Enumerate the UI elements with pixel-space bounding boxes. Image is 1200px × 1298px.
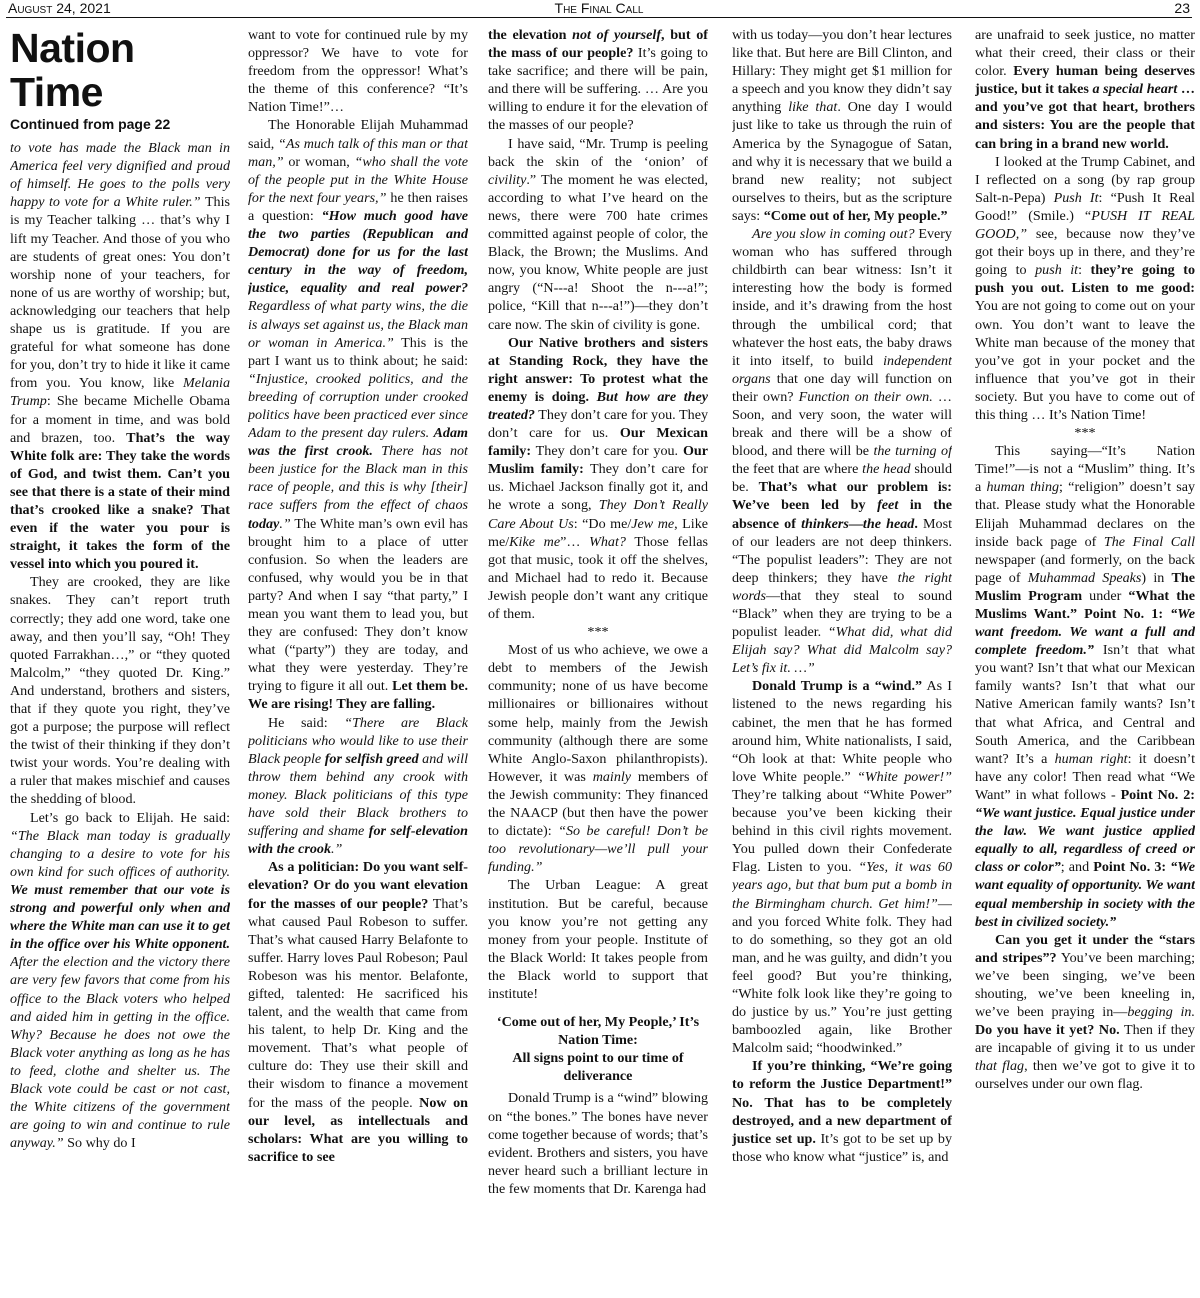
subheadline-line-2: All signs point to our time of deliverance	[512, 1050, 684, 1085]
page-header	[6, 0, 1192, 18]
article-column-3	[488, 26, 708, 1294]
article-column-5	[975, 26, 1195, 1294]
paragraph: are unafraid to seek justice, no matter what their creed, their class or their color. Every human being deserves justice, but it takes a special heart … and you’ve got that heart, brothers and sisters: You are the people that can bring in a brand new world.	[975, 27, 1195, 152]
paragraph: The Honorable Elijah Muhammad said, “As much talk of this man or that man,” or woman, “who shall the vote of the people put in the White House for the next four years,” he then raises a question: “How much good have the two parties (Republican and Democrat) done for us for the last century in the way of freedom, justice, equality and real power? Regardless of what party wins, the die is always set against us, the Black man or woman in America.” This is the part I want us to think about; he said: “Injustice, crooked politics, and the breeding of corruption under crooked politics have been practiced ever since Adam to the present day rulers. Adam was the first crook. There has not been justice for the Black man in this race of people, and this is why [their] race suffers from the effect of chaos today.” The White man’s own evil has brought him to a place of utter confusion. So when the leaders are confused, why would you be in that party? And when I say “that party,” I mean you want them to lead you, but they are confused: They don’t know what (“party”) they are today, and what they were yesterday. They’re trying to figure it all out. Let them be. We are rising! They are falling.	[248, 117, 468, 713]
continued-note: Continued from page 22	[10, 116, 171, 132]
subheadline-line-1: ‘Come out of her, My People,’ It’s Nation Time:	[496, 1014, 700, 1049]
paragraph: If you’re thinking, “We’re going to reform the Justice Department!” No. That has to be completely destroyed, and a new department of justice set up. It’s got to be set up by those who know what “justice” is, and	[732, 1058, 952, 1165]
publication-name: The Final Call	[554, 0, 644, 16]
paragraph: Most of us who achieve, we owe a debt to members of the Jewish community; none of us have become millionaires or billionaires without some help, mainly from the Jewish community (although there are some White Anglo-Saxon philanthropists). However, it was mainly members of the Jewish community: They financed the NAACP (but then have the power to dictate): “So be careful! Don’t be too revolutionary—we’ll pull your funding.”	[488, 642, 708, 876]
paragraph: This saying—“It’s Nation Time!”—is not a “Muslim” thing. It’s a human thing; “religion” doesn’t say that. Please study what the Honorable Elijah Muhammad declares on the inside back page of The Final Call newspaper (and formerly, on the back page of Muhammad Speaks) in The Muslim Program under “What the Muslims Want.” Point No. 1: “We want freedom. We want a full and complete freedom.” Isn’t that what you want? Isn’t that what our Mexican family wants? Isn’t that what our Native American family wants? Isn’t that what Africa, and Central and South America, and the Caribbean want? It’s a human right: it doesn’t have any color! Then read what “We Want” in what follows - Point No. 2: “We want justice. Equal justice under the law. We want justice applied equally to all, regardless of creed or class or color”; and Point No. 3: “We want equality of opportunity. We want equal membership in society with the best in civilized society.”	[975, 443, 1195, 930]
section-separator: ***	[1074, 425, 1096, 442]
section-separator: ***	[587, 624, 609, 641]
article-column-4	[732, 26, 952, 1294]
page-number: 23	[1174, 0, 1190, 16]
paragraph: Can you get it under the “stars and stripes”? You’ve been marching; we’ve been singing, we’ve been shouting, we’ve been kneeling in, we’ve been praying in—begging in. Do you have it yet? No. Then if they are incapable of giving it to us under that flag, then we’ve got to give it to ourselves under our own flag.	[975, 931, 1195, 1093]
paragraph: I have said, “Mr. Trump is peeling back the skin of the ‘onion’ of civility.” The moment he was elected, according to what I’ve heard on the news, there were 700 hate crimes committed against people of color, the Black, the Brown; the Muslims. And now, you know, White people are just angry (“N---a! Shoot the n---a!”; police, “Kill that n---a!”)—they don’t care now. The skin of civility is gone.	[488, 135, 708, 333]
paragraph: They are crooked, they are like snakes. They can’t report truth correctly; they add one word, take one away, and then you’ll say, “Oh! They quoted Farrakhan…,” or “they quoted Malcolm,” “they quoted Dr. King.” And understand, brothers and sisters, that if they quote you right, they’ve got a purpose; the purpose will reflect the twist of their thinking if they don’t twist your words. You’re dealing with a ruler that makes mischief and causes the shedding of blood.	[10, 574, 230, 808]
paragraph: Let’s go back to Elijah. He said: “The Black man today is gradually changing to a desire to vote for his own kind for such offices of authority. We must remember that our vote is strong and powerful only when and where the White man can use it to get in the office over his White opponent. After the election and the victory there are very few favors that come from his office to the Black voters who helped and aided him in getting in the office. Why? Because he does not owe the Black voter anything as long as he has to feed, clothe and shelter us. The Black vote could be cast or not cast, the White citizens of the government are going to win and continue to rule anyway.” So why do I	[10, 809, 230, 1152]
paragraph: The Urban League: A great institution. But be careful, because you know you’re not getting any money from your people. Institute of the Black World: It takes people from the Black world to support that institute!	[488, 877, 708, 1002]
paragraph: I looked at the Trump Cabinet, and I reflected on a song (by rap group Salt-n-Pepa) Push It: “Push It Real Good!” (Smile.) “PUSH IT REAL GOOD,” see, because now they’ve got their boys up in there, and they’re going to push it: they’re going to push you out. Listen to me good: You are not going to come out on your own. You don’t want to leave the White man because of the money that you’ve got in your pocket and the influence that you’ve got in their society. But you have to come out of this thing … It’s Nation Time!	[975, 153, 1195, 423]
article-title: Nation Time	[10, 26, 135, 115]
paragraph: to vote has made the Black man in America feel very dignified and proud of himself. He goes to the polls very happy to vote for a White ruler.” This is my Teacher talking … that’s why I lift my Teacher. And those of you who are students of great ones: You don’t worship none of your teachers, for none of us are worthy of worship; but, acknowledging our teachers that help shape us is gratitude. If you are grateful for what someone has done for you, don’t try to hide it like it came from you. You know, like Melania Trump: She became Michelle Obama for a moment in time, and was bold and brazen, too. That’s the way White folk are: They take the words of God, and twist them. Can’t you see that there is a state of their mind that’s crooked like a snake? That even if the water you pour is straight, it takes the form of the vessel into which you poured it.	[10, 140, 230, 573]
article-column-2	[248, 26, 468, 1294]
issue-date: August 24, 2021	[8, 0, 111, 16]
paragraph: with us today—you don’t hear lectures like that. But here are Bill Clinton, and Hillary: They might get $1 million for a speech and you know they didn’t say anything like that. One day I would just like to take us through the ruin of America by the Synagogue of Satan, and why it is necessary that we build a brand new reality; not subject ourselves to theirs, but as the scripture says: “Come out of her, My people.”	[732, 27, 952, 224]
paragraph: Our Native brothers and sisters at Standing Rock, they have the right answer: To protest what the enemy is doing. But how are they treated? They don’t care for you. They don’t care for us. Our Mexican family: They don’t care for you. Our Muslim family: They don’t care for us. Michael Jackson finally got it, and he wrote a song, They Don’t Really Care About Us: “Do me/Jew me, Like me/Kike me”… What? Those fellas got that music, took it off the shelves, and Michael had to redo it. Because Jewish people don’t want any critique of them.	[488, 334, 708, 622]
article-column-1	[10, 26, 230, 1294]
paragraph: Donald Trump is a “wind” blowing on “the bones.” The bones have never come together because of words; that’s evident. Brothers and sisters, you have never heard such a brilliant lecture in the few moments that Dr. Karenga had	[488, 1090, 708, 1197]
paragraph: Are you slow in coming out? Every woman who has suffered through childbirth can bear witness: Isn’t it interesting how the body is formed inside, and it’s drawing from the host through the umbilical cord; that whatever the host eats, the baby draws it into itself, to build independent organs that one day will function on their own? Function on their own. … Soon, and very soon, the water will break and there will be a show of blood, and there will be the turning of the feet that are where the head should be. That’s what our problem is: We’ve been led by feet in the absence of thinkers—the head. Most of our leaders are not deep thinkers. “The populist leaders”: They are not deep thinkers; they have the right words—that they steal to sound “Black” when they are trying to be a populist leader. “What did, what did Elijah say? What did Malcolm say? Let’s fix it. …”	[732, 226, 952, 677]
paragraph: Donald Trump is a “wind.” As I listened to the news regarding his cabinet, the men that he has formed around him, White nationalists, I said, “Oh look at that: White people who love White people.” “White power!” They’re talking about “White Power” because you’ve been kicking their behind in this civil rights movement. You pulled down their Confederate Flag. Listen to you. “Yes, it was 60 years ago, but that bum put a bomb in the Birmingham church. Get him!”—and you forced White folk. They had to do something, so they got an old man, and he was guilty, and didn’t you feel good? But you’re thinking, “White folk look like they’re going to do justice by us.” You’re just getting bamboozled again, like Brother Malcolm said; “hoodwinked.”	[732, 678, 952, 1057]
paragraph: As a politician: Do you want self-elevation? Or do you want elevation for the masses of our people? That’s what caused Paul Robeson to suffer. That’s what caused Harry Belafonte to suffer. Harry loves Paul Robeson; Paul Robeson was his mentor. Belafonte, gifted, talented: He sacrificed his talent, and the wealth that came from his talent, to help Dr. King and the movement. That’s what people of culture do: They use their skill and their wisdom to finance a movement for the mass of the people. Now on our level, as intellectuals and scholars: What are you willing to sacrifice to see	[248, 859, 468, 1165]
paragraph: the elevation not of yourself, but of the mass of our people? It’s going to take sacrifice; and there will be pain, and there will be suffering. … Are you willing to endure it for the elevation of the masses of our people?	[488, 27, 708, 134]
subheadline	[488, 1013, 708, 1085]
paragraph: He said: “There are Black politicians who would like to use their Black people for selfish greed and will throw them behind any crook with money. Black politicians of this type have sold their Black brothers to suffering and shame for self-elevation with the crook.”	[248, 714, 468, 858]
paragraph: want to vote for continued rule by my oppressor? We have to vote for freedom from the oppressor! What’s the theme of this conference? “It’s Nation Time!”…	[248, 27, 468, 116]
